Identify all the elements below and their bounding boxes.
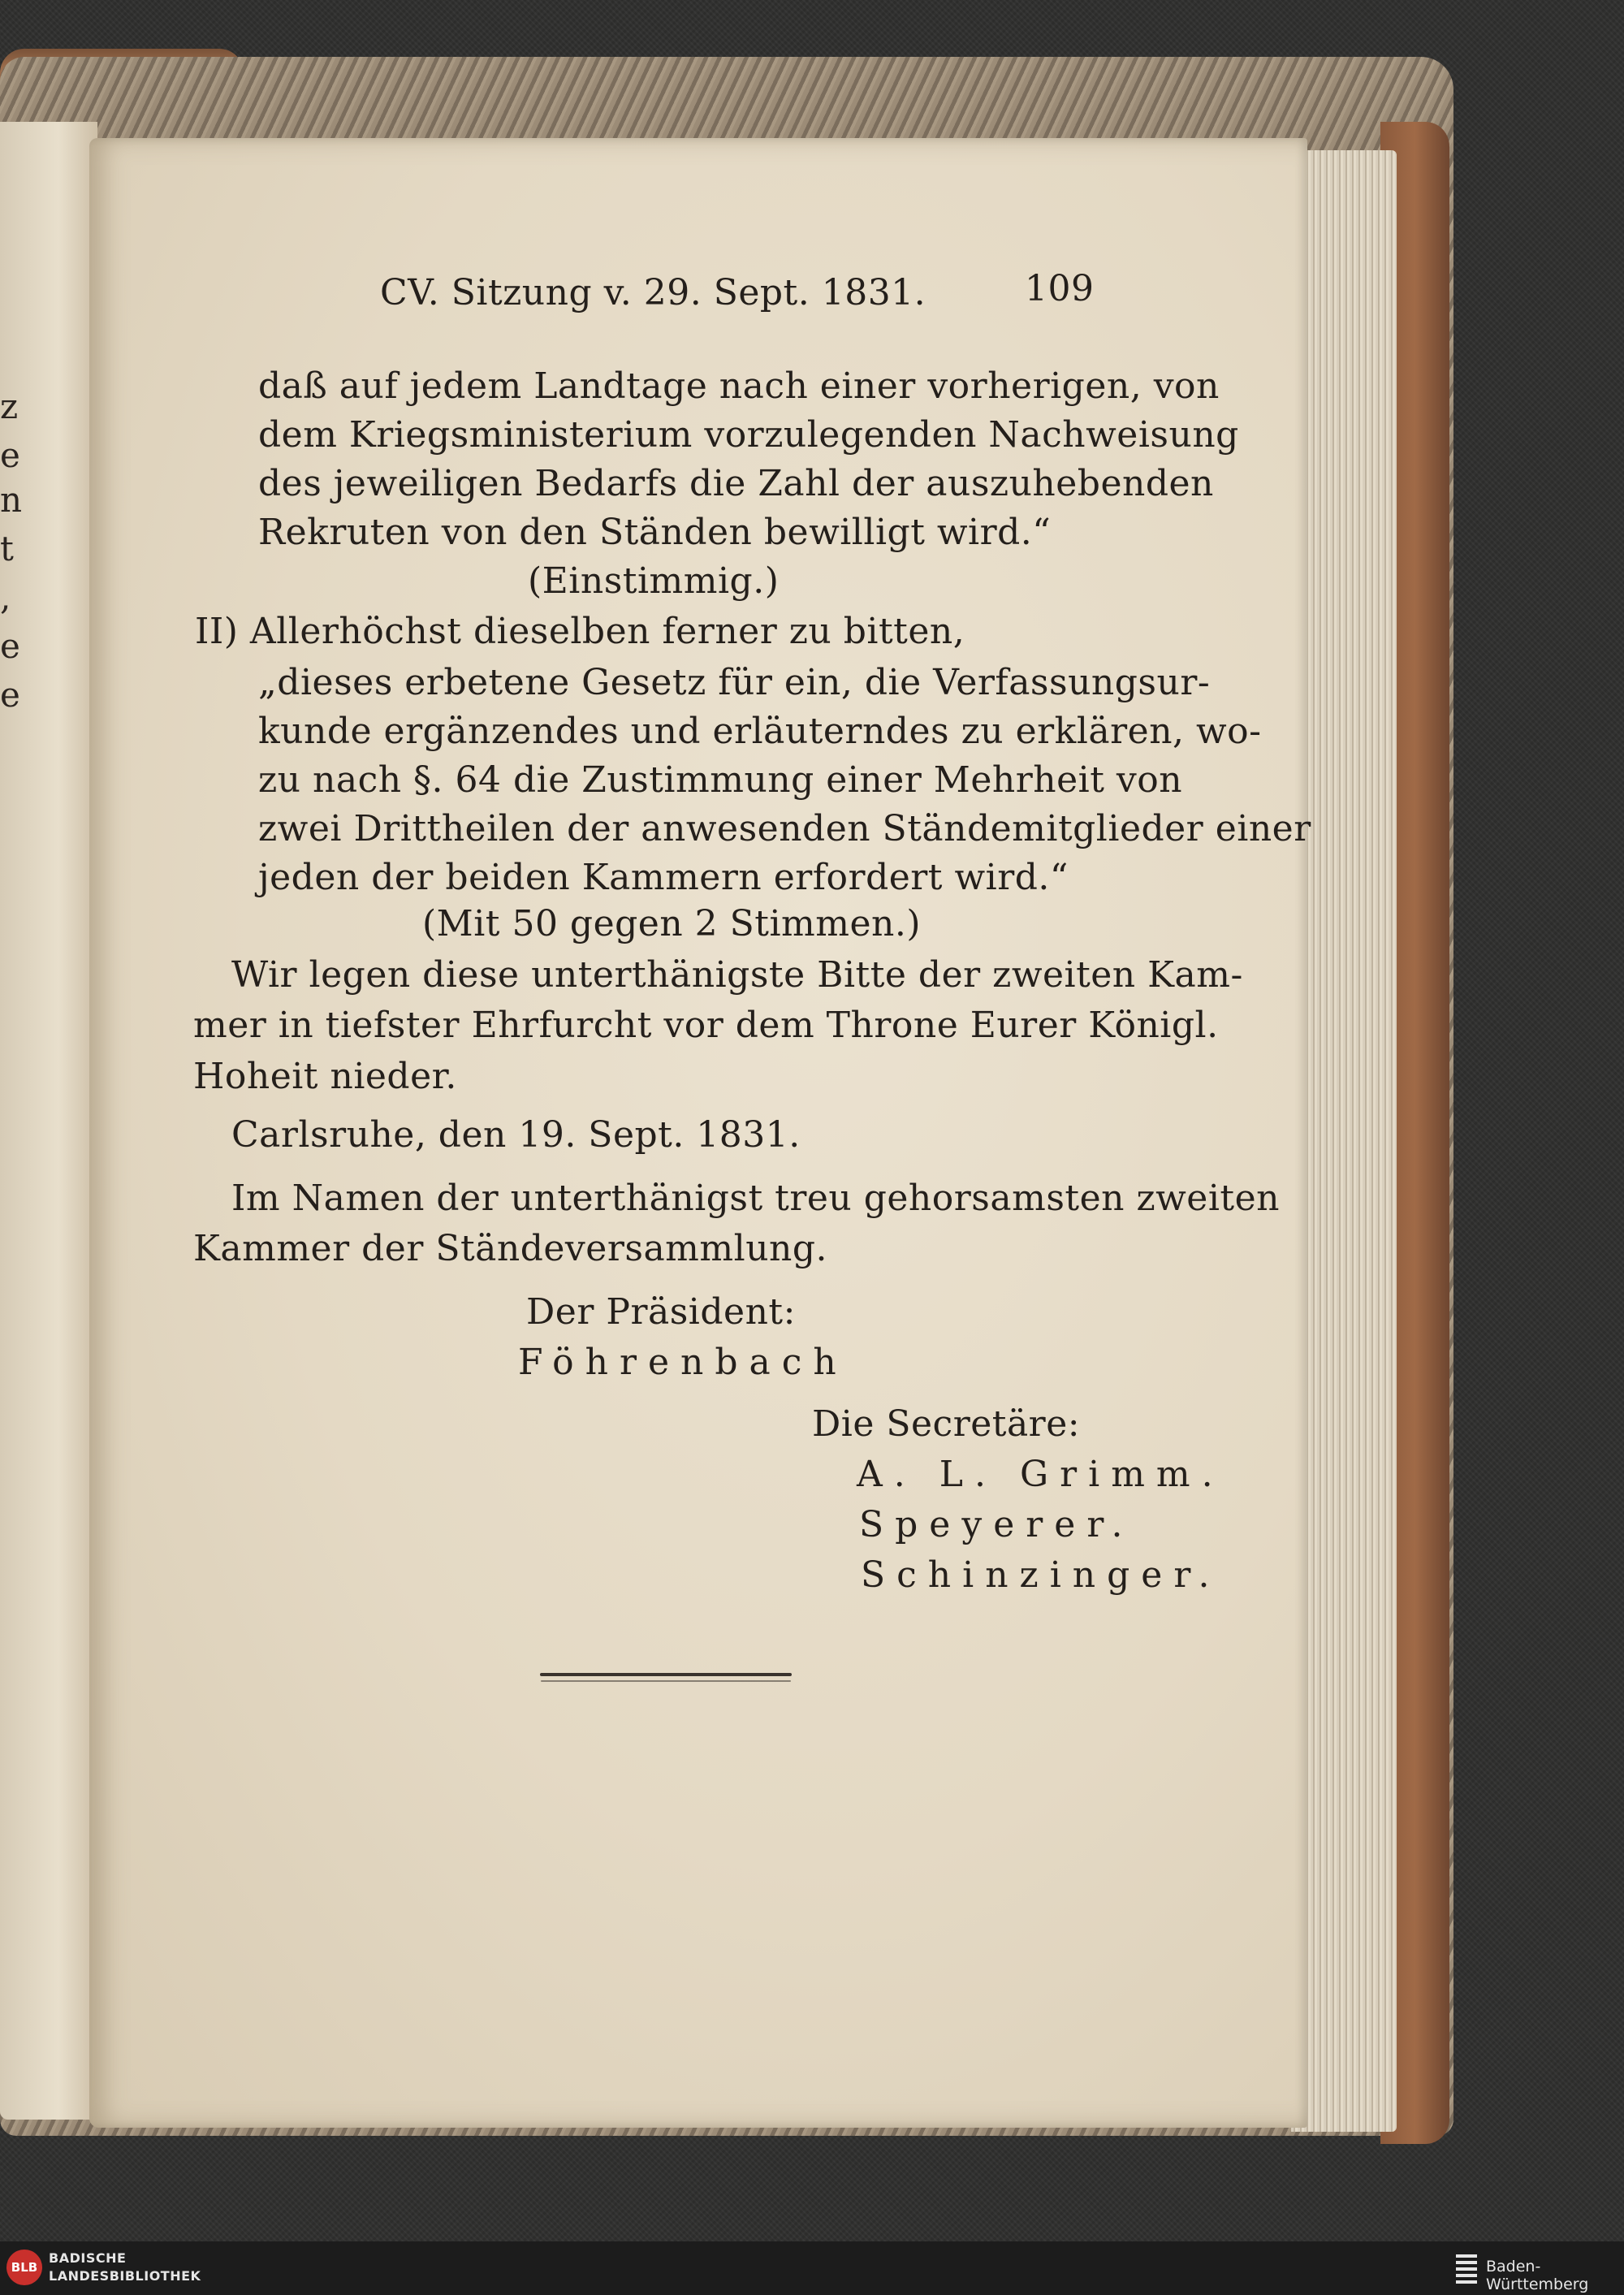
text-line: des jeweiligen Bedarfs die Zahl der auszuhebenden — [258, 463, 1214, 504]
text-line: mer in tiefster Ehrfurcht vor dem Throne Eurer Königl. — [193, 1005, 1219, 1046]
text-line: Kammer der Ständeversammlung. — [193, 1228, 828, 1269]
secretary-name: Schinzinger. — [861, 1554, 1221, 1596]
bw-name: Baden-Württemberg — [1486, 2258, 1589, 2293]
text-line: zwei Drittheilen der anwesenden Ständemitglieder einer — [258, 808, 1311, 849]
left-page — [0, 122, 97, 2120]
blb-name — [49, 2250, 201, 2285]
text-line: Carlsruhe, den 19. Sept. 1831. — [231, 1114, 801, 1156]
left-page-fragment: z — [0, 387, 19, 426]
text-line: „dieses erbetene Gesetz für ein, die Verfassungsur- — [258, 662, 1211, 703]
text-line: daß auf jedem Landtage nach einer vorherigen, von — [258, 365, 1220, 407]
text-line: (Mit 50 gegen 2 Stimmen.) — [422, 903, 922, 944]
blb-name-line2: LANDESBIBLIOTHEK — [49, 2268, 201, 2284]
text-line: (Einstimmig.) — [528, 560, 780, 602]
left-page-fragment: , — [0, 577, 11, 617]
text-line: kunde ergänzendes und erläuterndes zu erklären, wo- — [258, 711, 1262, 752]
secretary-name: Speyerer. — [859, 1504, 1134, 1545]
president-title: Der Präsident: — [526, 1291, 796, 1333]
left-page-fragment: n — [0, 480, 23, 520]
text-line: Im Namen der unterthänigst treu gehorsamsten zweiten — [231, 1178, 1280, 1219]
closing-rule — [540, 1673, 792, 1676]
text-line: Rekruten von den Ständen bewilligt wird.“ — [258, 512, 1052, 553]
page-number: 109 — [1025, 268, 1095, 309]
secretary-name: A. L. Grimm. — [857, 1454, 1224, 1495]
left-page-fragment: e — [0, 675, 20, 715]
bw-lions-icon — [1456, 2253, 1477, 2284]
blb-logo-icon: BLB — [6, 2250, 42, 2285]
text-line: Wir legen diese unterthänigste Bitte der zweiten Kam- — [231, 954, 1243, 996]
footer-bar — [0, 2241, 1624, 2295]
text-line: II) Allerhöchst dieselben ferner zu bitten, — [195, 611, 965, 652]
left-page-fragment: e — [0, 435, 20, 475]
text-line: dem Kriegsministerium vorzulegenden Nachweisung — [258, 414, 1239, 456]
text-line: jeden der beiden Kammern erfordert wird.“ — [258, 857, 1069, 898]
blb-name-line1: BADISCHE — [49, 2250, 127, 2266]
president-name: Föhrenbach — [518, 1342, 848, 1383]
text-line: Hoheit nieder. — [193, 1056, 457, 1097]
left-page-fragment: t — [0, 529, 14, 568]
secretaries-title: Die Secretäre: — [812, 1403, 1081, 1445]
running-title: CV. Sitzung v. 29. Sept. 1831. — [380, 272, 926, 313]
text-line: zu nach §. 64 die Zustimmung einer Mehrheit von — [258, 759, 1183, 801]
left-page-fragment: e — [0, 626, 20, 666]
